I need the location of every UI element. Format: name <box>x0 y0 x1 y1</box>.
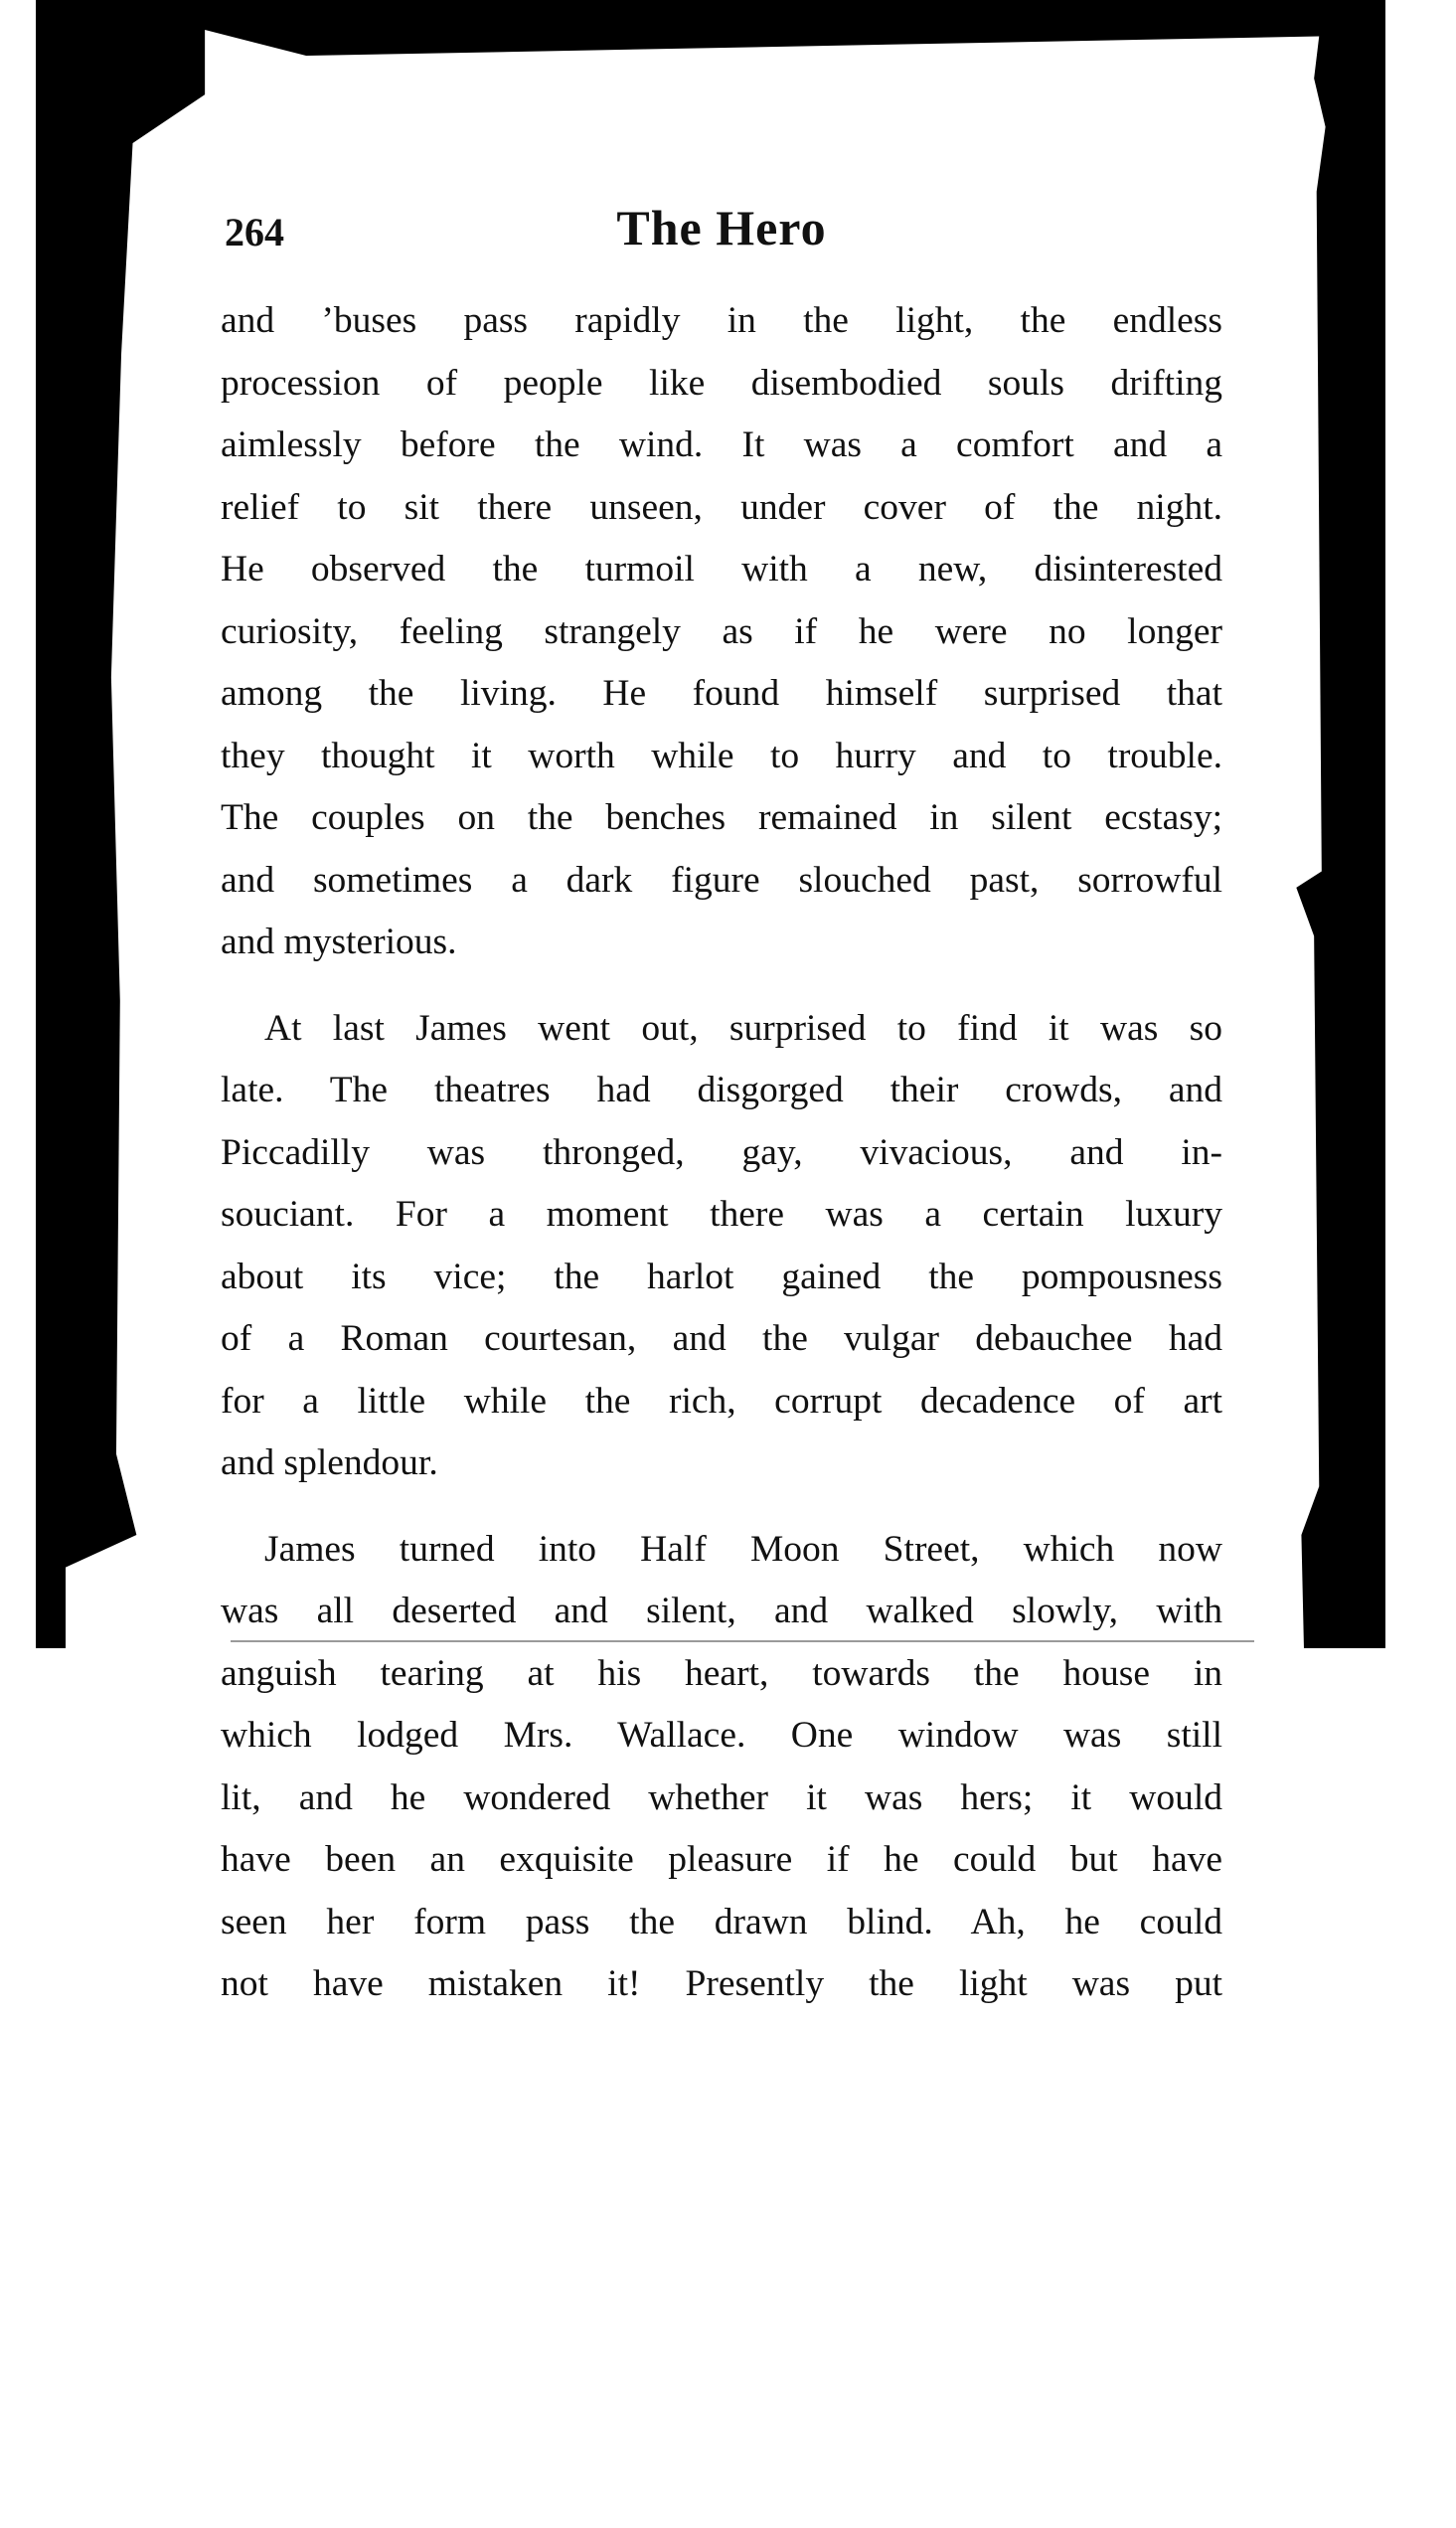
text-line: have been an exquisite pleasure if he could but have <box>221 1839 1222 1880</box>
body-text <box>221 290 1222 2040</box>
text-line: was all deserted and silent, and walked slowly, with <box>221 1591 1222 1631</box>
text-line: they thought it worth while to hurry and to trouble. <box>221 735 1222 776</box>
paragraph-1 <box>221 290 1222 974</box>
text-line: He observed the turmoil with a new, disinterested <box>221 549 1222 590</box>
text-line: Piccadilly was thronged, gay, vivacious, and in- <box>221 1131 1222 1173</box>
page-number: 264 <box>225 210 284 254</box>
paragraph-3 <box>221 1519 1222 2016</box>
text-line: procession of people like disembodied souls drifting <box>221 362 1222 404</box>
text-line: about its vice; the harlot gained the pompousness <box>221 1256 1222 1297</box>
text-line: lit, and he wondered whether it was hers; it would <box>221 1776 1222 1818</box>
text-line: and sometimes a dark figure slouched past, sorrowful <box>221 859 1222 901</box>
text-line: aimlessly before the wind. It was a comfort and a <box>221 424 1222 465</box>
text-line: seen her form pass the drawn blind. Ah, he could <box>221 1901 1222 1942</box>
text-line: and splendour. <box>221 1442 438 1483</box>
text-line: The couples on the benches remained in silent ecstasy; <box>221 797 1222 838</box>
running-title: The Hero <box>616 200 827 255</box>
text-line: of a Roman courtesan, and the vulgar debauchee had <box>221 1318 1222 1359</box>
text-line: and ’buses pass rapidly in the light, the endless <box>221 300 1222 341</box>
text-line: souciant. For a moment there was a certain luxury <box>221 1194 1222 1235</box>
text-line: among the living. He found himself surprised that <box>221 673 1222 714</box>
text-line: James turned into Half Moon Street, which now <box>264 1528 1222 1570</box>
text-line: anguish tearing at his heart, towards the house in <box>221 1652 1222 1694</box>
text-line: for a little while the rich, corrupt decadence of art <box>221 1380 1222 1422</box>
text-line: and mysterious. <box>221 922 457 962</box>
text-line: not have mistaken it! Presently the light was put <box>221 1963 1222 2004</box>
text-line: relief to sit there unseen, under cover of the night. <box>221 486 1222 528</box>
text-line: At last James went out, surprised to find it was so <box>264 1007 1222 1049</box>
paragraph-2 <box>221 998 1222 1495</box>
page-header <box>221 199 1222 268</box>
text-line: which lodged Mrs. Wallace. One window was still <box>221 1715 1222 1756</box>
text-line: curiosity, feeling strangely as if he were no longer <box>221 610 1222 652</box>
text-line: late. The theatres had disgorged their crowds, and <box>221 1070 1222 1110</box>
